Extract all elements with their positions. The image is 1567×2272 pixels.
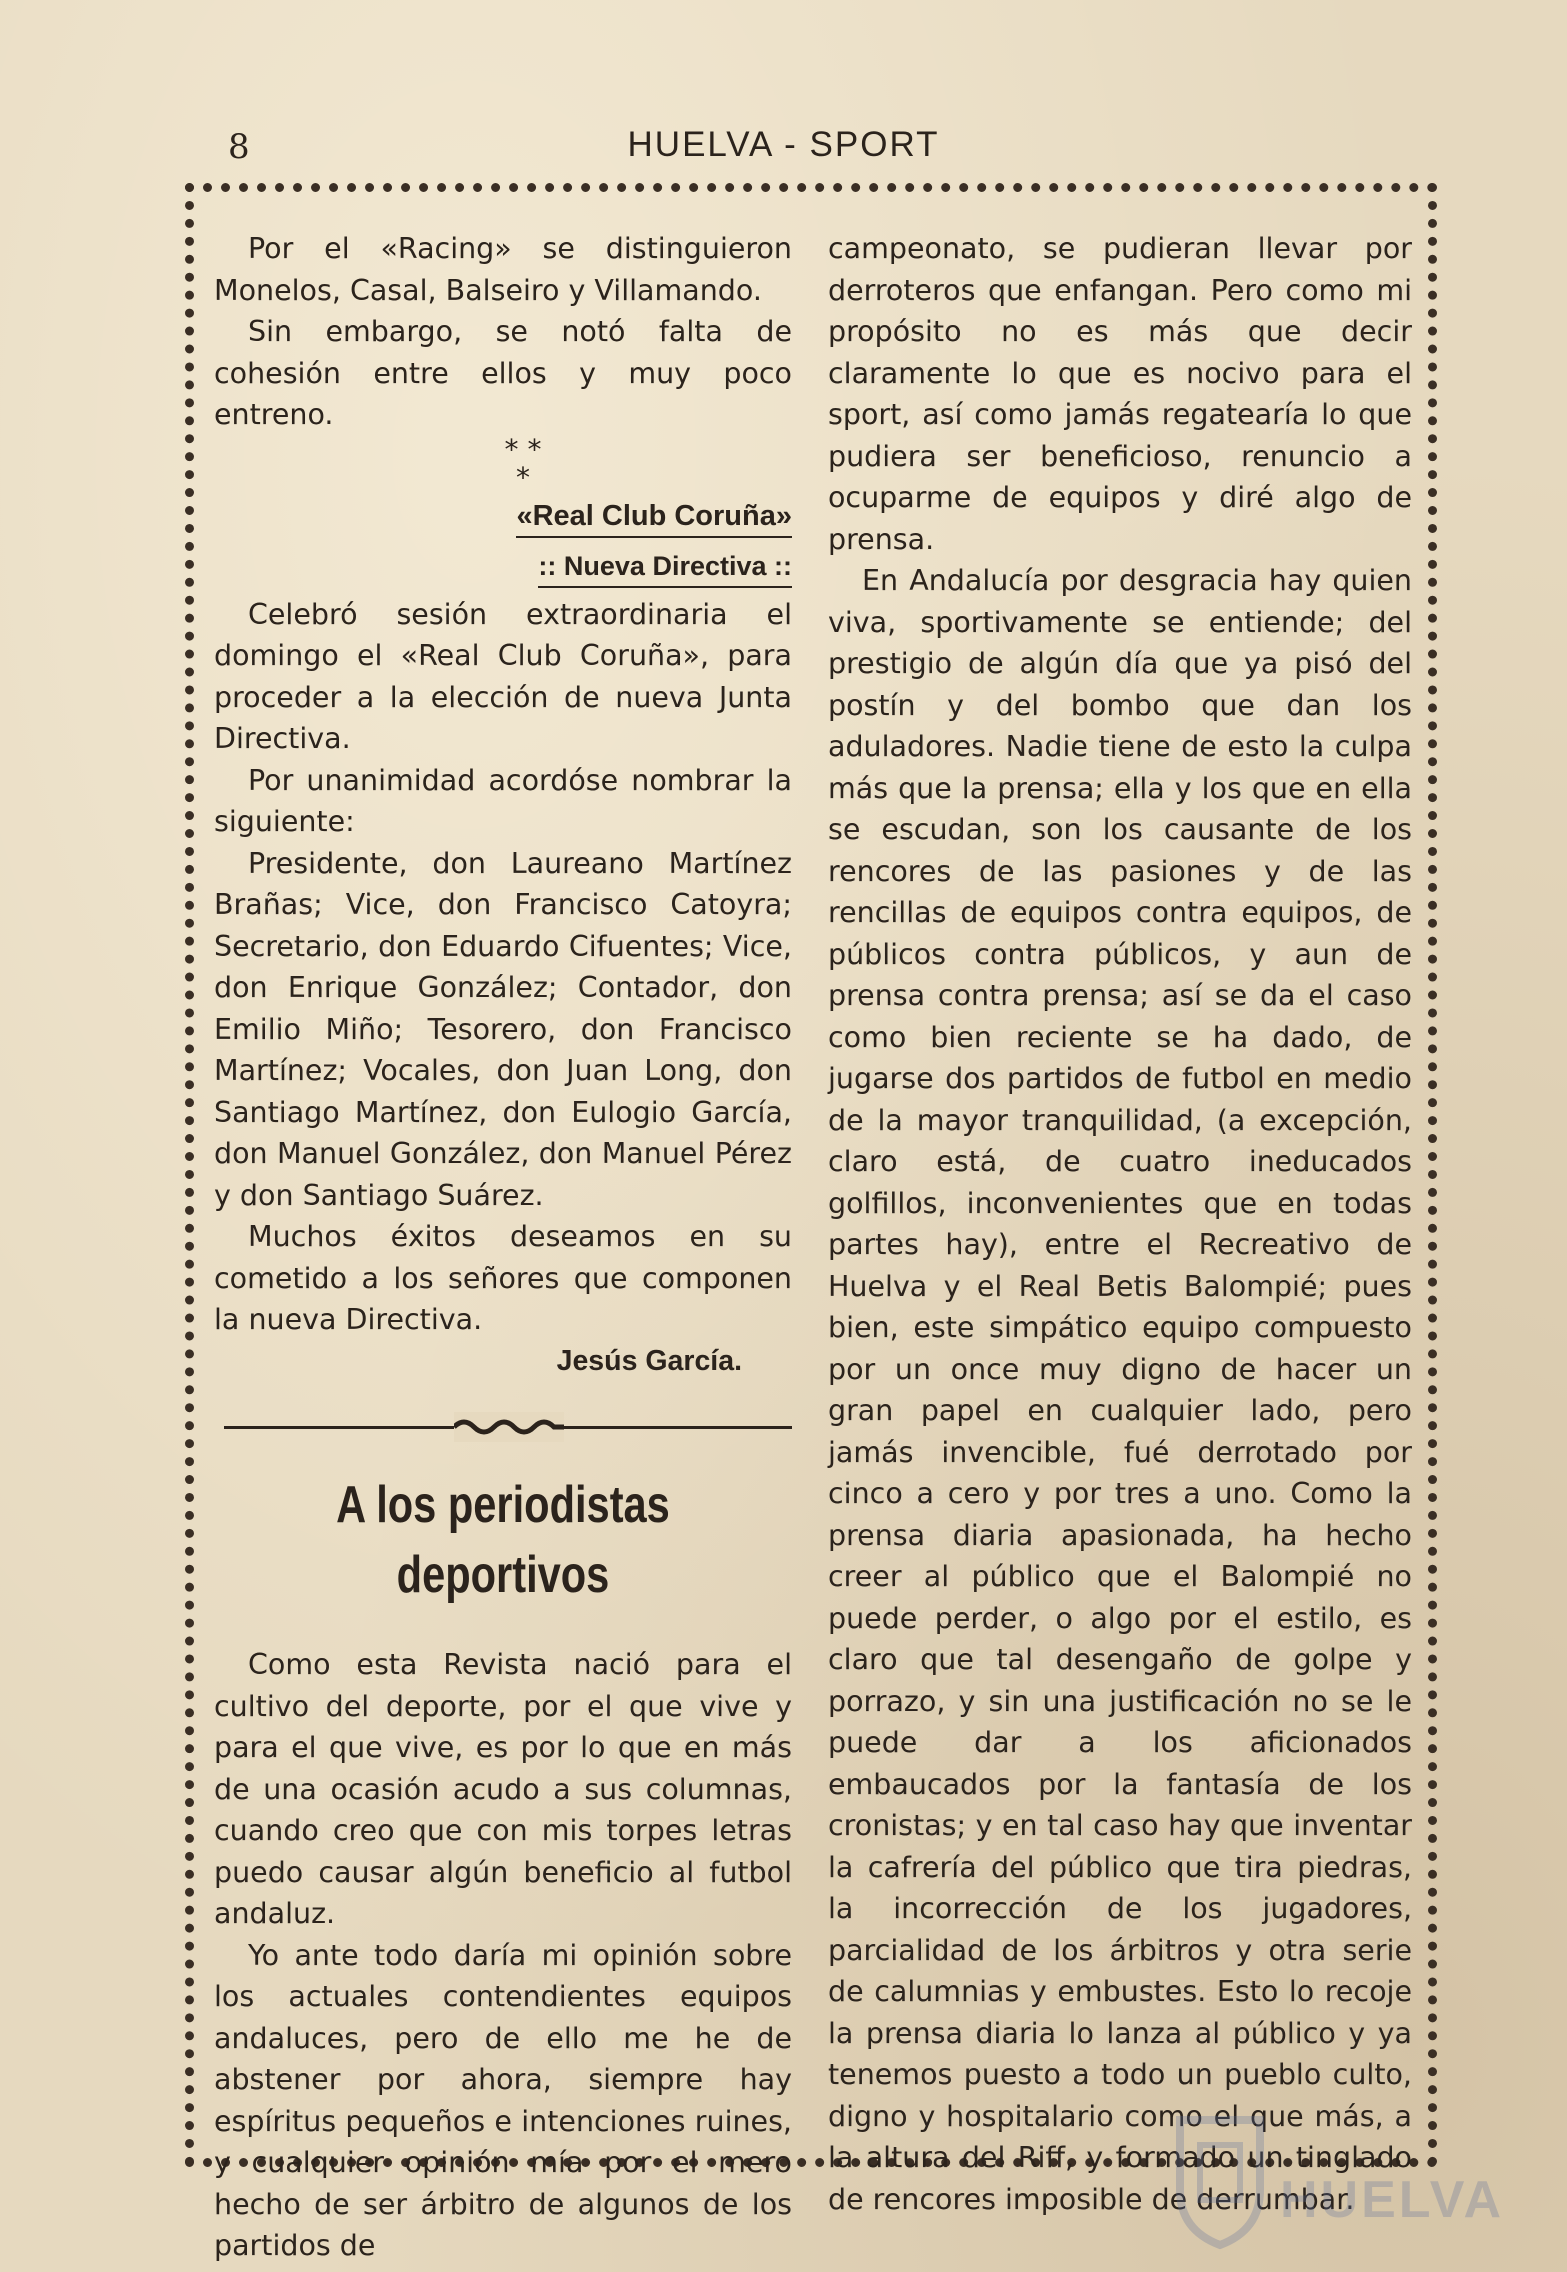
page-header: [0, 125, 1567, 175]
author-signature: Jesús García.: [556, 1344, 742, 1377]
paragraph: Por el «Racing» se distinguieron Monelos, Casal, Balseiro y Villamando.: [214, 232, 792, 307]
section-subheading-text: :: Nueva Directiva ::: [538, 548, 792, 588]
paragraph: Sin embargo, se notó falta de cohesión entre ellos y muy poco entreno.: [214, 315, 792, 431]
section-heading-text: «Real Club Coruña»: [516, 498, 792, 538]
article-title: A los periodistas deportivos: [336, 1476, 670, 1604]
section-heading: [214, 496, 792, 538]
watermark-text: HUELVA: [1280, 2171, 1505, 2229]
paragraph: Presidente, don Laureano Martínez Brañas; Vice, don Francisco Catoyra; Secretario, don Eduardo Cifuentes; Vice, don Enrique González; Contador, don Emilio Miño; Tesorero, don Francisco Martínez; Vocales, don Juan Long, don Santiago Martínez, don Eulogio García, don Manuel González, don Manuel Pérez y don Santiago Suárez.: [214, 846, 792, 1212]
page-number: 8: [228, 127, 250, 167]
right-column: [828, 228, 1412, 2220]
paragraph: Como esta Revista nació para el cultivo del deporte, por el que vive y para el que vive, es por lo que en más de una ocasión acudo a sus columnas, cuando creo que con mis torpes letras puedo causar algún beneficio al futbol andaluz.: [214, 1648, 792, 1930]
paragraph: Muchos éxitos deseamos en su cometido a los señores que componen la nueva Directiva.: [214, 1220, 792, 1336]
archive-watermark: [1150, 2100, 1510, 2260]
left-column: [214, 228, 792, 2267]
paragraph: Por unanimidad acordóse nombrar la siguiente:: [214, 763, 792, 838]
ornamental-divider: [224, 1398, 792, 1458]
paragraph: Yo ante todo daría mi opinión sobre los actuales contendientes equipos andaluces, pero de ello me he de abstener por ahora, siempre hay espíritus pequeños e intenciones ruines, y cualquier opinión mía por el mero hecho de ser árbitro de algunos de los partidos de: [214, 1938, 792, 2262]
paragraph: Celebró sesión extraordinaria el domingo el «Real Club Coruña», para proceder a la elección de nueva Junta Directiva.: [214, 597, 792, 755]
paragraph-continuation: campeonato, se pudieran llevar por derroteros que enfangan. Pero como mi propósito no es más que decir claramente lo que es nocivo para el sport, así como jamás regatearía lo que pudiera ser beneficioso, renuncio a ocuparme de equipos y diré algo de prensa.: [828, 232, 1412, 556]
asterism-divider: * * *: [504, 432, 542, 494]
wave-ornament-icon: [454, 1412, 564, 1442]
section-subheading: [214, 546, 792, 588]
publication-title: HUELVA - SPORT: [627, 125, 940, 164]
paragraph: En Andalucía por desgracia hay quien viva, sportivamente se entiende; del prestigio de algún día que ya pisó del postín y del bombo que dan los aduladores. Nadie tiene de esto la culpa más que la prensa; ella y los que en ella se escudan, son los causante de los rencores de las pasiones y de las rencillas de equipos contra equipos, de públicos contra públicos, y aun de prensa contra prensa; así se da el caso como bien reciente se ha dado, de jugarse dos partidos de futbol en medio de la mayor tranquilidad, (a excepción, claro está, de cuatro ineducados golfillos, inconvenientes que en todas partes hay), entre el Recreativo de Huelva y el Real Betis Balompié; pues bien, este simpático equipo compuesto por un once muy digno de hacer un gran papel en cualquier lado, pero jamás invencible, fué derrotado por cinco a cero y por tres a uno. Como la prensa diaria apasionada, ha hecho creer al público que el Balompié no puede perder, o algo por el estilo, es claro que tal desengaño de golpe y porrazo, y sin una justificación no se le puede dar a los aficionados embaucados por la fantasía de los cronistas; y en tal caso hay que inventar la cafrería del público que tira piedras, la incorrección de los jugadores, parcialidad de los árbitros y otra serie de calumnias y embustes. Esto lo recoje la prensa diaria lo lanza al público y ya tenemos puesto a todo un pueblo culto, digno y hospitalario como el que más, a la altura del Riff, y formado un tinglado de rencores imposible de derrumbar.: [828, 564, 1412, 2216]
coat-of-arms-icon: [1170, 2100, 1270, 2250]
